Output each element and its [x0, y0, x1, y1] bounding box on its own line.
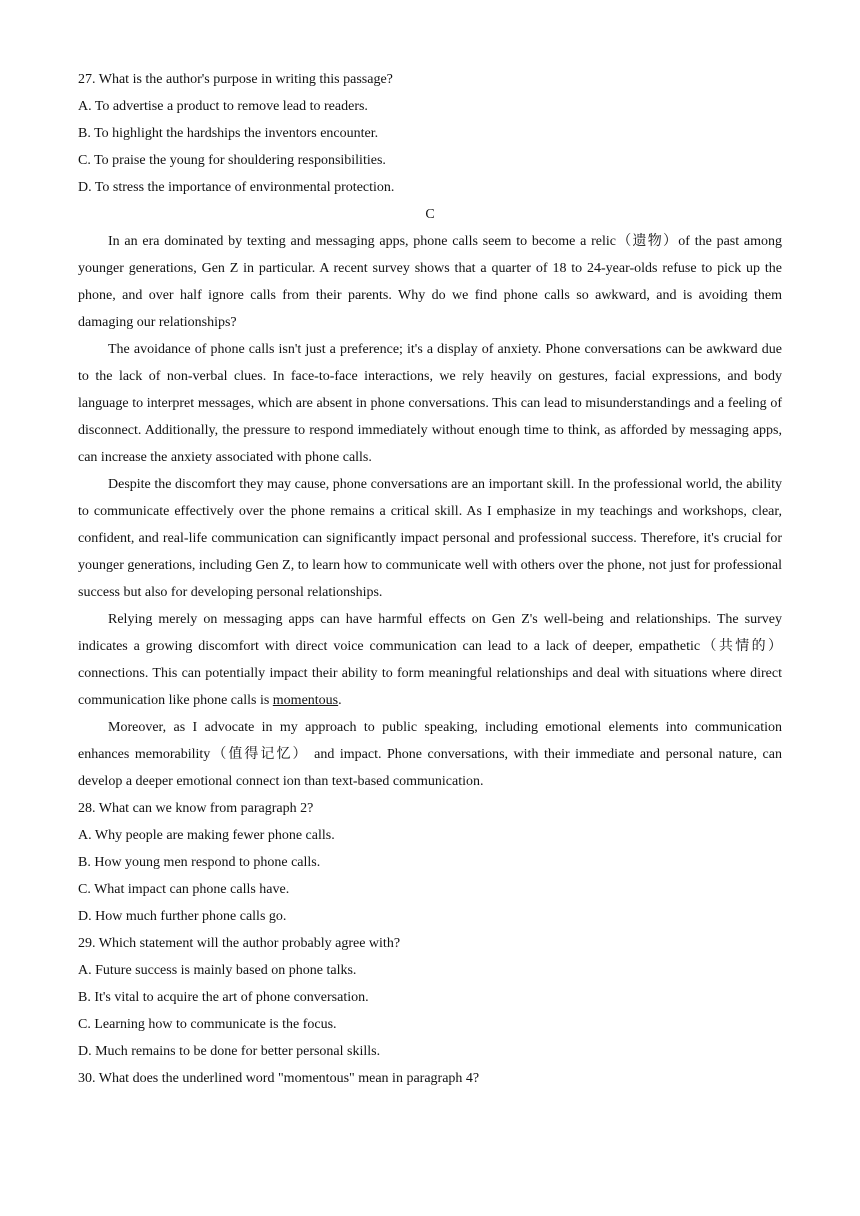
q28-option-b: B. How young men respond to phone calls.	[78, 855, 321, 870]
q29-option-a: A. Future success is mainly based on phone talks.	[78, 963, 357, 978]
q27-option-a: A. To advertise a product to remove lead to readers.	[78, 99, 368, 114]
question-29: 29. Which statement will the author probably agree with?	[78, 936, 401, 951]
paragraph-4-text: Relying merely on messaging apps can have harmful effects on Gen Z's well-being and relationships. The survey indicates a growing discomfort with direct voice communication can lead to a lack of deeper, empathetic（共情的） connections. This can potentially impact their ability to form meaningful relationships and deal with situations where direct communication like phone calls is	[78, 612, 782, 708]
paragraph-4-end: .	[338, 693, 342, 708]
question-28: 28. What can we know from paragraph 2?	[78, 801, 314, 816]
q27-option-d: D. To stress the importance of environmental protection.	[78, 180, 395, 195]
passage-paragraph-1: In an era dominated by texting and messaging apps, phone calls seem to become a relic（遗物）of the past among younger generations, Gen Z in particular. A recent survey shows that a quarter of 18 to 24-year-olds refuse to pick up the phone, and over half ignore calls from their parents. Why do we find phone calls so awkward, and is avoiding them damaging our relationships?	[78, 234, 782, 330]
passage-paragraph-5: Moreover, as I advocate in my approach to public speaking, including emotional elements into communication enhances memorability（值得记忆） and impact. Phone conversations, with their immediate and personal nature, can develop a deeper emotional connect ion than text-based communication.	[78, 720, 782, 789]
q28-option-c: C. What impact can phone calls have.	[78, 882, 290, 897]
passage-paragraph-3: Despite the discomfort they may cause, phone conversations are an important skill. In the professional world, the ability to communicate effectively over the phone remains a critical skill. As I emphasize in my teachings and workshops, clear, confident, and real-life communication can significantly impact personal and professional success. Therefore, it's crucial for younger generations, including Gen Z, to learn how to communicate well with others over the phone, not just for professional success but also for developing personal relationships.	[78, 477, 782, 600]
q27-option-b: B. To highlight the hardships the inventors encounter.	[78, 126, 379, 141]
q27-option-c: C. To praise the young for shouldering responsibilities.	[78, 153, 386, 168]
passage-paragraph-2: The avoidance of phone calls isn't just a preference; it's a display of anxiety. Phone conversations can be awkward due to the lack of non-verbal clues. In face-to-face interactions, we rely heavily on gestures, facial expressions, and body language to interpret messages, which are absent in phone conversations. This can lead to misunderstandings and a feeling of disconnect. Additionally, the pressure to respond immediately without enough time to think, as afforded by messaging apps, can increase the anxiety associated with phone calls.	[78, 342, 782, 465]
section-heading-c: C	[425, 207, 435, 222]
underlined-word-momentous: momentous	[272, 693, 339, 708]
document-page	[78, 66, 782, 1092]
question-27: 27. What is the author's purpose in writing this passage?	[78, 72, 393, 87]
q29-option-b: B. It's vital to acquire the art of phone conversation.	[78, 990, 369, 1005]
q29-option-c: C. Learning how to communicate is the focus.	[78, 1017, 337, 1032]
q28-option-a: A. Why people are making fewer phone calls.	[78, 828, 335, 843]
q29-option-d: D. Much remains to be done for better personal skills.	[78, 1044, 381, 1059]
question-30: 30. What does the underlined word "momentous" mean in paragraph 4?	[78, 1071, 480, 1086]
q28-option-d: D. How much further phone calls go.	[78, 909, 287, 924]
passage-paragraph-4	[78, 606, 782, 714]
